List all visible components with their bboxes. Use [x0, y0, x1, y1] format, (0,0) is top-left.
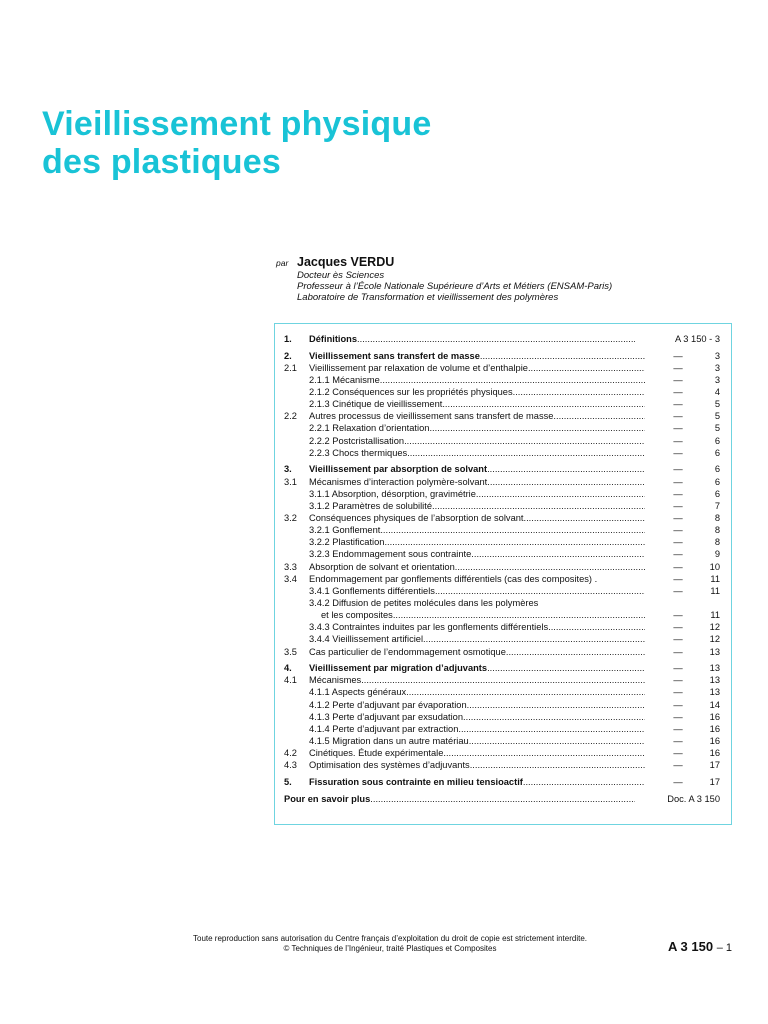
toc-entry-page: 5 [714, 411, 720, 422]
toc-entry-title-wrap [309, 386, 645, 398]
toc-leader-dots [407, 447, 645, 459]
toc-entry-title: 3.1.2 Paramètres de solubilité [309, 500, 432, 511]
toc-leader-dots [506, 646, 645, 658]
toc-entry-title-wrap [309, 435, 645, 447]
toc-page-dash: — [673, 500, 683, 511]
toc-entry-number: 1. [284, 333, 292, 344]
toc-entry-page-wrap [645, 447, 720, 459]
document-reference: A 3 150 [668, 939, 714, 954]
toc-entry-page: 11 [710, 585, 720, 596]
toc-leader-dots [513, 386, 645, 398]
toc-entry-title-wrap [309, 500, 645, 512]
toc-entry-page-wrap [645, 776, 720, 788]
toc-entry-title: Fissuration sous contrainte en milieu tensioactif [309, 776, 523, 787]
toc-entry-number: 4.2 [284, 748, 297, 759]
toc-leader-dots [404, 435, 645, 447]
toc-leader-dots [548, 621, 645, 633]
toc-entry-title-wrap [309, 699, 645, 711]
toc-leader-dots [432, 500, 645, 512]
toc-entry-page-wrap [645, 735, 720, 747]
toc-page-dash: — [673, 374, 683, 385]
toc-entry-title-wrap [309, 536, 645, 548]
toc-entry-page: 13 [709, 687, 720, 698]
toc-entry-title-wrap [309, 488, 645, 500]
toc-leader-dots [458, 723, 645, 735]
toc-leader-dots [443, 747, 645, 759]
toc-entry-page: 6 [714, 476, 720, 487]
toc-entry-title: 4.1.2 Perte d’adjuvant par évaporation [309, 699, 467, 710]
toc-entry-number: 3.2 [284, 512, 297, 523]
toc-entry-title: 4.1.3 Perte d’adjuvant par exsudation [309, 711, 464, 722]
toc-entry-page-wrap [645, 410, 720, 422]
toc-leader-dots [463, 711, 645, 723]
toc-entry [284, 662, 720, 674]
toc-entry [284, 633, 720, 645]
toc-entry-page-wrap [645, 621, 720, 633]
toc-entry-page: 11 [710, 610, 720, 621]
toc-entry-title: 3.4.4 Vieillissement artificiel [309, 634, 424, 645]
toc-entry-page-wrap [645, 723, 720, 735]
toc-page-dash: — [673, 362, 683, 373]
toc-entry [284, 747, 720, 759]
toc-entry [284, 435, 720, 447]
toc-entry-page: 13 [709, 663, 720, 674]
toc-entry-page: 12 [709, 622, 720, 633]
toc-entry-title: 2.2.1 Relaxation d’orientation [309, 423, 430, 434]
toc-entry-title: Pour en savoir plus [284, 793, 371, 804]
toc-entry-title: Mécanismes d’interaction polymère-solvant [309, 476, 488, 487]
toc-entry-title-wrap [309, 662, 645, 674]
toc-entry-page: 13 [709, 675, 720, 686]
toc-entry-title-wrap [309, 476, 645, 488]
toc-entry-page-wrap [645, 662, 720, 674]
toc-entry-page: 6 [714, 435, 720, 446]
toc-entry-title: Vieillissement par absorption de solvant [309, 464, 488, 475]
author-prefix: par [276, 258, 289, 268]
toc-page-dash: — [673, 723, 683, 734]
toc-entry-page: 16 [709, 711, 720, 722]
toc-entry [284, 463, 720, 475]
toc-entry-page-wrap [645, 362, 720, 374]
toc-entry-title-wrap [309, 711, 645, 723]
toc-entry-page: 10 [709, 561, 720, 572]
author-block [276, 255, 612, 303]
toc-entry-title-wrap [309, 524, 645, 536]
toc-entry-number: 3.4 [284, 573, 297, 584]
toc-entry [284, 476, 720, 488]
toc-entry [284, 374, 720, 386]
toc-page-dash: — [673, 537, 683, 548]
toc-page-dash: — [673, 760, 683, 771]
toc-entry-page: 5 [714, 399, 720, 410]
toc-entry-page: 3 [714, 374, 720, 385]
toc-page-dash: — [673, 525, 683, 536]
toc-entry-number: 3.3 [284, 561, 297, 572]
toc-entry-title: Optimisation des systèmes d’adjuvants [309, 760, 470, 771]
toc-entry [284, 686, 720, 698]
toc-leader-dots [487, 476, 645, 488]
toc-entry [284, 711, 720, 723]
toc-entry [284, 536, 720, 548]
toc-page-dash: — [673, 735, 683, 746]
toc-entry-title-wrap [309, 333, 635, 345]
toc-entry-title-wrap [309, 609, 645, 621]
title-line-2: des plastiques [42, 143, 281, 181]
toc-entry [284, 723, 720, 735]
toc-page-dash: — [673, 411, 683, 422]
toc-entry [284, 621, 720, 633]
toc-leader-dots [476, 488, 645, 500]
toc-entry-page-wrap [645, 747, 720, 759]
toc-entry-page: 3 [714, 362, 720, 373]
toc-entry-page: Doc. A 3 150 [667, 793, 720, 804]
toc-entry-page-wrap [645, 374, 720, 386]
toc-entry-title-wrap [309, 646, 645, 658]
copyright-line-1: Toute reproduction sans autorisation du Centre français d’exploitation du droit de copie est strictement interdite. [193, 934, 587, 943]
toc-entry-page-wrap [645, 686, 720, 698]
toc-entry-page: 4 [714, 387, 720, 398]
toc-entry-title: Cas particulier de l’endommagement osmotique [309, 646, 506, 657]
toc-entry [284, 674, 720, 686]
toc-entry [284, 585, 720, 597]
toc-entry-title-wrap [309, 398, 645, 410]
toc-entry-title-wrap [309, 561, 645, 573]
page-reference [668, 939, 732, 954]
toc-page-dash: — [673, 512, 683, 523]
toc-entry-title-wrap [309, 374, 645, 386]
toc-entry-title: Vieillissement par relaxation de volume et d’enthalpie [309, 362, 528, 373]
toc-leader-dots [357, 333, 635, 345]
toc-entry-title-wrap [309, 674, 645, 686]
toc-entry-title: 4.1.5 Migration dans un autre matériau [309, 735, 469, 746]
toc-entry-title: 2.1.1 Mécanisme [309, 374, 380, 385]
toc-entry [284, 735, 720, 747]
toc-entry-page-wrap [645, 536, 720, 548]
toc-leader-dots [487, 463, 645, 475]
document-title [42, 105, 431, 181]
toc-entry-number: 3. [284, 464, 292, 475]
toc-entry-title-wrap [309, 621, 645, 633]
toc-entry [284, 759, 720, 771]
toc-leader-dots [524, 512, 646, 524]
toc-entry-number: 2.1 [284, 362, 297, 373]
toc-entry-title: 3.2.2 Plastification [309, 537, 385, 548]
toc-entry-page-wrap [645, 711, 720, 723]
toc-page-dash: — [673, 488, 683, 499]
toc-entry [284, 333, 720, 345]
toc-page-dash: — [673, 699, 683, 710]
toc-entry-title: 2.1.3 Cinétique de vieillissement [309, 399, 443, 410]
toc-leader-dots [470, 759, 645, 771]
toc-entry-page-wrap [645, 500, 720, 512]
toc-entry-title-wrap [309, 723, 645, 735]
toc-entry-page-wrap [645, 435, 720, 447]
toc-entry [284, 573, 720, 585]
toc-leader-dots [528, 362, 645, 374]
toc-entry-page: 17 [709, 776, 720, 787]
toc-entry-page-wrap [645, 512, 720, 524]
toc-entry-title: Autres processus de vieillissement sans transfert de masse [309, 411, 554, 422]
toc-entry [284, 512, 720, 524]
toc-entry-title: Absorption de solvant et orientation [309, 561, 455, 572]
toc-entry-page: 6 [714, 488, 720, 499]
toc-entry-title-wrap [309, 573, 645, 585]
toc-entry-number: 3.5 [284, 646, 297, 657]
toc-entry-number: 2. [284, 350, 292, 361]
toc-entry-page-wrap [645, 350, 720, 362]
toc-page-dash: — [673, 646, 683, 657]
toc-entry-title: 3.4.2 Diffusion de petites molécules dans les polymères [309, 597, 539, 608]
toc-leader-dots [406, 686, 645, 698]
toc-page-dash: — [673, 447, 683, 458]
toc-entry-title: 3.4.1 Gonflements différentiels [309, 585, 435, 596]
toc-entry-title: 3.2.1 Gonflement [309, 525, 381, 536]
toc-leader-dots [487, 662, 645, 674]
toc-page-dash: — [673, 561, 683, 572]
toc-entry-title-wrap [309, 548, 645, 560]
toc-page-dash: — [673, 675, 683, 686]
toc-page-dash: — [673, 585, 683, 596]
toc-entry-title: Vieillissement sans transfert de masse [309, 350, 480, 361]
toc-entry-number: 4. [284, 663, 292, 674]
toc-leader-dots [523, 776, 645, 788]
toc-page-dash: — [673, 435, 683, 446]
toc-entry-page: 16 [709, 735, 720, 746]
toc-entry-title-wrap [309, 776, 645, 788]
toc-leader-dots [384, 536, 645, 548]
author-line [276, 255, 612, 269]
toc-entry-title: 4.1.4 Perte d’adjuvant par extraction [309, 723, 459, 734]
credential-line: Docteur ès Sciences [297, 270, 385, 281]
credential-line: Professeur à l’École Nationale Supérieure d’Arts et Métiers (ENSAM-Paris) [297, 281, 613, 292]
toc-entry-number: 4.3 [284, 760, 297, 771]
toc-entry [284, 386, 720, 398]
toc-entry-number: 4.1 [284, 675, 297, 686]
toc-entry-title: 2.2.3 Chocs thermiques [309, 447, 408, 458]
toc-entry-title: Vieillissement par migration d’adjuvants [309, 663, 488, 674]
toc-leader-dots [393, 609, 645, 621]
toc-entry-title-wrap [284, 793, 635, 805]
toc-entry-page: 9 [714, 549, 720, 560]
toc-entry [284, 398, 720, 410]
toc-page-dash: — [673, 476, 683, 487]
toc-entry [284, 793, 720, 805]
toc-entry-page: 5 [714, 423, 720, 434]
toc-leader-dots [553, 410, 645, 422]
toc-leader-dots [467, 699, 645, 711]
author-name: Jacques VERDU [297, 255, 395, 269]
toc-page-dash: — [673, 549, 683, 560]
toc-entry [284, 524, 720, 536]
toc-entry-page-wrap [645, 548, 720, 560]
toc-entry [284, 561, 720, 573]
toc-entry [284, 422, 720, 434]
toc-entry-page-wrap [645, 476, 720, 488]
toc-entry-title-wrap [309, 350, 645, 362]
toc-entry-page: 8 [714, 512, 720, 523]
toc-page-dash: — [673, 423, 683, 434]
toc-entry-page-wrap [645, 609, 720, 621]
toc-entry-page-wrap [645, 386, 720, 398]
toc-entry-page: 13 [709, 646, 720, 657]
toc-leader-dots [370, 793, 635, 805]
toc-page-dash: — [673, 399, 683, 410]
toc-entry-number: 5. [284, 776, 292, 787]
toc-leader-dots [423, 633, 645, 645]
toc-entry-title-wrap [309, 585, 645, 597]
toc-page-dash: — [673, 573, 683, 584]
toc-entry-page: 17 [709, 760, 720, 771]
toc-page-dash: — [673, 350, 683, 361]
toc-entry-page-wrap [645, 633, 720, 645]
toc-leader-dots [471, 548, 645, 560]
toc-entry [284, 646, 720, 658]
toc-entry-page: 8 [714, 525, 720, 536]
toc-entry-page-wrap [645, 524, 720, 536]
toc-page-dash: — [673, 464, 683, 475]
toc-entry [284, 362, 720, 374]
toc-entry-title-wrap [309, 512, 645, 524]
toc-entry [284, 500, 720, 512]
toc-entry-page-wrap [645, 674, 720, 686]
toc-entry-page: 6 [714, 447, 720, 458]
toc-entry-title: Mécanismes [309, 675, 362, 686]
toc-entry-page-wrap [645, 561, 720, 573]
toc-entry-title-wrap [309, 759, 645, 771]
toc-entry-page: 7 [714, 500, 720, 511]
toc-entry-title: 3.4.3 Contraintes induites par les gonflements différentiels [309, 622, 549, 633]
credential-line: Laboratoire de Transformation et vieillissement des polymères [297, 292, 559, 303]
toc-entry-title-wrap [309, 597, 645, 609]
toc-entry-page-wrap [645, 646, 720, 658]
toc-entry-page: 14 [709, 699, 720, 710]
table-of-contents [274, 323, 732, 825]
toc-page-dash: — [673, 622, 683, 633]
toc-entry-title-wrap [309, 447, 645, 459]
toc-leader-dots [380, 524, 645, 536]
toc-entry-title-wrap [309, 735, 645, 747]
toc-entry-page: 12 [709, 634, 720, 645]
toc-entry-title-wrap [309, 686, 645, 698]
toc-entry [284, 609, 720, 621]
toc-entry-title: 2.1.2 Conséquences sur les propriétés physiques [309, 387, 513, 398]
toc-entry-page-wrap [645, 759, 720, 771]
toc-entry-title-wrap [309, 410, 645, 422]
toc-entry [284, 548, 720, 560]
toc-entry-title: 3.1.1 Absorption, désorption, gravimétrie [309, 488, 476, 499]
toc-entry-title: 3.2.3 Endommagement sous contrainte [309, 549, 472, 560]
toc-entry-page: 8 [714, 537, 720, 548]
toc-entry [284, 350, 720, 362]
toc-entry-page-wrap [645, 422, 720, 434]
toc-leader-dots [429, 422, 645, 434]
copyright-line-2: © Techniques de l’Ingénieur, traité Plastiques et Composites [283, 944, 497, 953]
toc-entry-page-wrap [645, 585, 720, 597]
toc-entry-title: Définitions [309, 333, 358, 344]
toc-entry-title: Conséquences physiques de l’absorption de solvant [309, 512, 524, 523]
toc-entry [284, 776, 720, 788]
toc-leader-dots [380, 374, 645, 386]
toc-entry-title: Cinétiques. Étude expérimentale [309, 748, 444, 759]
toc-entry-page: 16 [709, 748, 720, 759]
toc-entry-title-wrap [309, 422, 645, 434]
toc-entry-page-wrap [645, 573, 720, 585]
toc-leader-dots [435, 585, 645, 597]
toc-entry-title-wrap [309, 633, 645, 645]
toc-page-dash: — [673, 387, 683, 398]
toc-entry-title: 4.1.1 Aspects généraux [309, 687, 407, 698]
toc-entry-page: 11 [710, 573, 720, 584]
toc-page-dash: — [673, 776, 683, 787]
toc-entry-title: Endommagement par gonflements différentiels (cas des composites) . [309, 573, 598, 584]
toc-page-dash: — [673, 663, 683, 674]
toc-entry-page: 3 [714, 350, 720, 361]
toc-entry-title: 2.2.2 Postcristallisation [309, 435, 405, 446]
toc-page-dash: — [673, 748, 683, 759]
toc-entry [284, 699, 720, 711]
toc-entry [284, 410, 720, 422]
toc-leader-dots [480, 350, 645, 362]
copyright-notice [120, 934, 660, 954]
toc-entry [284, 597, 720, 609]
toc-page-dash: — [673, 610, 683, 621]
toc-entry-number: 3.1 [284, 476, 297, 487]
toc-page-dash: — [673, 634, 683, 645]
toc-entry-title-wrap [309, 362, 645, 374]
toc-entry-title-wrap [309, 463, 645, 475]
author-credentials [297, 270, 612, 303]
toc-leader-dots [469, 735, 645, 747]
toc-leader-dots [442, 398, 645, 410]
toc-page-dash: — [673, 711, 683, 722]
title-line-1: Vieillissement physique [42, 105, 432, 143]
toc-entry-page: A 3 150 - 3 [675, 333, 720, 344]
toc-entry-page: 16 [709, 723, 720, 734]
toc-entry-page: 6 [714, 464, 720, 475]
toc-entry-title: et les composites [321, 610, 393, 621]
toc-entry [284, 488, 720, 500]
toc-entry [284, 447, 720, 459]
toc-leader-dots [361, 674, 645, 686]
toc-leader-dots [455, 561, 645, 573]
toc-entry-page-wrap [645, 398, 720, 410]
toc-entry-page-wrap [645, 488, 720, 500]
toc-entry-number: 2.2 [284, 411, 297, 422]
toc-entry-title-wrap [309, 747, 645, 759]
toc-entry-page-wrap [645, 463, 720, 475]
toc-entry-page-wrap [645, 699, 720, 711]
toc-page-dash: — [673, 687, 683, 698]
page-number: – 1 [716, 942, 732, 954]
